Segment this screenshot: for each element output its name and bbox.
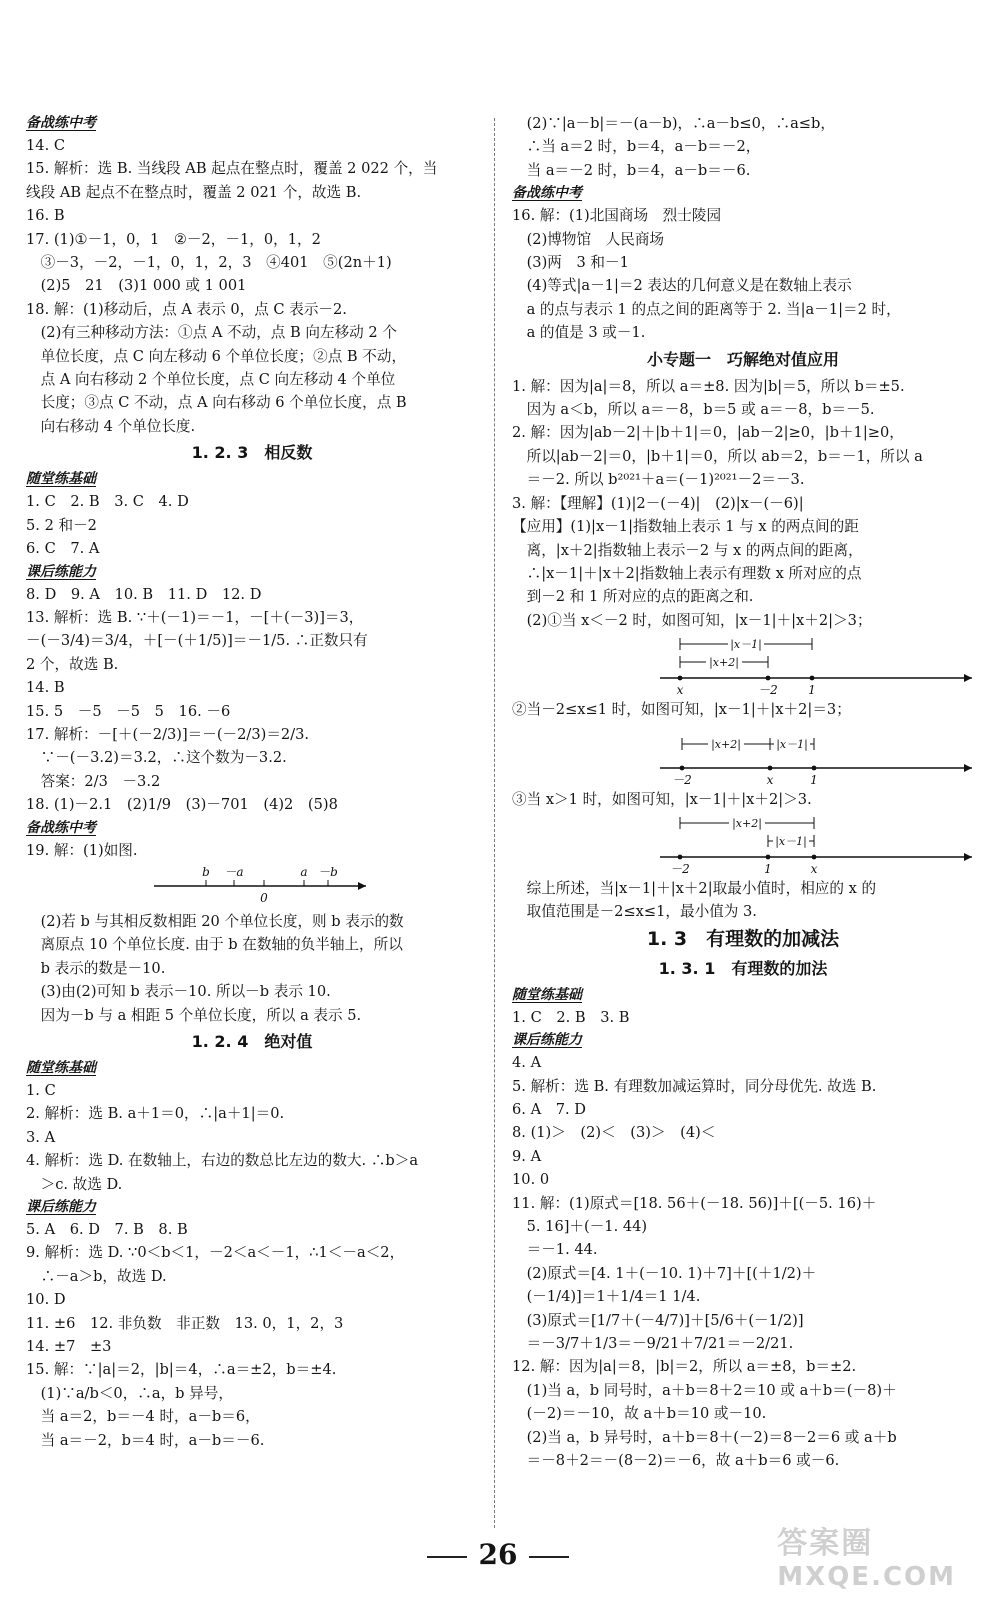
answer-line: 因为 a＜b，所以 a＝－8，b＝5 或 a＝－8，b＝－5. bbox=[512, 401, 875, 419]
answer-line: 11. ±6 12. 非负数 非正数 13. 0，1，2，3 bbox=[26, 1314, 344, 1332]
answer-line: 长度；③点 C 不动，点 A 向右移动 6 个单位长度，点 B bbox=[26, 394, 407, 412]
answer-line: ＝－3/7＋1/3＝－9/21＋7/21＝－2/21. bbox=[512, 1335, 794, 1353]
answer-line: 16. B bbox=[26, 207, 65, 225]
answer-line: 综上所述，当|x－1|＋|x＋2|取最小值时，相应的 x 的 bbox=[512, 879, 877, 897]
answer-line: 15. 5 －5 －5 5 16. －6 bbox=[26, 702, 231, 720]
watermark: 答案圈 MXQE.COM bbox=[777, 1526, 956, 1592]
section-heading: 1. 3. 1 有理数的加法 bbox=[658, 958, 828, 978]
answer-line: 13. 解析：选 B. ∵＋(－1)＝－1，－[＋(－3)]＝3， bbox=[26, 608, 364, 626]
axis-tick-label: x bbox=[766, 772, 774, 786]
distance-label: |x－1| bbox=[775, 834, 807, 848]
answer-line: 18. 解：(1)移动后，点 A 表示 0，点 C 表示－2. bbox=[26, 300, 347, 318]
answer-line: a 的值是 3 或－1. bbox=[512, 324, 646, 342]
answer-line: 4. 解析：选 D. 在数轴上，右边的数总比左边的数大. ∴b＞a bbox=[26, 1152, 419, 1170]
answer-line: 8. D 9. A 10. B 11. D 12. D bbox=[26, 585, 262, 603]
page-number: 26 bbox=[0, 1538, 996, 1571]
answer-line: 5. 解析：选 B. 有理数加减运算时，同分母优先. 故选 B. bbox=[512, 1077, 877, 1095]
axis-point bbox=[810, 676, 815, 681]
section-label: 随堂练基础 bbox=[26, 471, 96, 488]
axis-point bbox=[766, 676, 771, 681]
column-divider bbox=[494, 118, 495, 1528]
answer-line: 14. C bbox=[26, 137, 66, 154]
answer-line: ③－3，－2，－1，0，1，2，3 ④401 ⑤(2n＋1) bbox=[26, 254, 392, 272]
answer-line: 12. 解：因为|a|＝8，|b|＝2，所以 a＝±8，b＝±2. bbox=[512, 1358, 857, 1376]
answer-line: ＝－8＋2＝－(8－2)＝－6，故 a＋b＝6 或－6. bbox=[512, 1452, 840, 1470]
answer-line: 1. C 2. B 3. C 4. D bbox=[26, 493, 189, 511]
answer-line: b 表示的数是－10. bbox=[26, 959, 166, 977]
section-heading: 1. 2. 3 相反数 bbox=[191, 443, 313, 463]
section-label: 课后练能力 bbox=[512, 1032, 582, 1049]
answer-line: (3)原式＝[1/7＋(－4/7)]＋[5/6＋(－1/2)] bbox=[512, 1311, 804, 1329]
axis-tick-label: 1 bbox=[808, 683, 816, 697]
answer-line: (－1/4)]＝1＋1/4＝1 1/4. bbox=[512, 1288, 701, 1306]
answer-line: (2)5 21 (3)1 000 或 1 001 bbox=[26, 277, 247, 295]
answer-line: 15. 解析：选 B. 当线段 AB 起点在整点时，覆盖 2 022 个，当 bbox=[26, 160, 438, 178]
answer-line: 4. A bbox=[512, 1054, 542, 1072]
answer-line: 16. 解：(1)北国商场 烈士陵园 bbox=[512, 207, 722, 225]
axis-tick-label: 0 bbox=[260, 890, 268, 905]
answer-line: (2)∵|a－b|＝－(a－b)，∴a－b≤0，∴a≤b， bbox=[512, 115, 835, 132]
answer-line: 6. A 7. D bbox=[512, 1100, 586, 1118]
axis-arrow bbox=[964, 764, 972, 772]
distance-label: |x－1| bbox=[730, 638, 762, 652]
answer-line: 所以|ab－2|＝0，|b＋1|＝0，所以 ab＝2，b＝－1，所以 a bbox=[512, 447, 923, 465]
axis-tick-label: －b bbox=[318, 864, 338, 879]
distance-label: |x+2| bbox=[711, 737, 741, 751]
section-label: 备战练中考 bbox=[26, 819, 96, 836]
axis-tick-label: －a bbox=[224, 864, 244, 879]
answer-line: ③当 x＞1 时，如图可知，|x－1|＋|x＋2|＞3. bbox=[512, 790, 812, 808]
number-line-axis1 bbox=[26, 864, 486, 908]
answer-line: 11. 解：(1)原式＝[18. 56＋(－18. 56)]＋[(－5. 16)＋ bbox=[512, 1194, 877, 1212]
axis-point bbox=[812, 855, 817, 860]
answer-line: 17. (1)①－1，0，1 ②－2，－1，0，1，2 bbox=[26, 230, 321, 248]
axis-tick-label: －2 bbox=[670, 861, 690, 875]
axis-tick-label: b bbox=[202, 864, 210, 879]
answer-line: 1. 解：因为|a|＝8，所以 a＝±8. 因为|b|＝5，所以 b＝±5. bbox=[512, 377, 905, 395]
answer-line: 离原点 10 个单位长度. 由于 b 在数轴的负半轴上，所以 bbox=[26, 936, 403, 954]
answer-line: ＝－1. 44. bbox=[512, 1241, 598, 1259]
answer-line: (3)由(2)可知 b 表示－10. 所以－b 表示 10. bbox=[26, 983, 331, 1001]
answer-line: (1)当 a，b 同号时，a＋b＝8＋2＝10 或 a＋b＝(－8)＋ bbox=[512, 1381, 897, 1399]
answer-line: ∴－a＞b，故选 D. bbox=[26, 1267, 167, 1285]
answer-line: 10. D bbox=[26, 1291, 66, 1309]
answer-line: 答案：2/3 －3.2 bbox=[26, 772, 161, 790]
answer-line: 18. (1)－2.1 (2)1/9 (3)－701 (4)2 (5)8 bbox=[26, 796, 338, 814]
axis-arrow bbox=[964, 853, 972, 861]
answer-line: 2. 解析：选 B. a＋1＝0，∴|a＋1|＝0. bbox=[26, 1105, 285, 1123]
answer-line: ②当－2≤x≤1 时，如图可知，|x－1|＋|x＋2|＝3； bbox=[512, 701, 851, 719]
answer-line: 单位长度，点 C 向左移动 6 个单位长度；②点 B 不动， bbox=[26, 347, 407, 365]
answer-line: (－2)＝－10，故 a＋b＝10 或－10. bbox=[512, 1405, 767, 1423]
axis-point bbox=[768, 765, 773, 770]
section-heading: 1. 3 有理数的加减法 bbox=[646, 927, 840, 950]
axis-tick-label: 1 bbox=[764, 861, 772, 875]
answer-line: 当 a＝－2 时，b＝4，a－b＝－6. bbox=[512, 161, 751, 179]
left-column bbox=[26, 112, 478, 1452]
section-label: 随堂练基础 bbox=[26, 1060, 96, 1076]
answer-line: a 的点与表示 1 的点之间的距离等于 2. 当|a－1|＝2 时， bbox=[512, 300, 901, 318]
answer-line: 因为－b 与 a 相距 5 个单位长度，所以 a 表示 5. bbox=[26, 1006, 362, 1024]
number-line-axis3 bbox=[512, 724, 972, 786]
section-label: 课后练能力 bbox=[26, 563, 96, 580]
answer-line: 向右移动 4 个单位长度. bbox=[26, 417, 196, 435]
answer-line: ∵－(－3.2)＝3.2，∴这个数为－3.2. bbox=[26, 749, 287, 767]
answer-line: (1)∵a/b＜0，∴a，b 异号， bbox=[26, 1384, 233, 1402]
answer-line: (4)等式|a－1|＝2 表达的几何意义是在数轴上表示 bbox=[512, 277, 852, 295]
axis-tick-label: －2 bbox=[758, 683, 778, 697]
distance-label: |x－1| bbox=[776, 737, 808, 751]
answer-line: 17. 解析：－[＋(－2/3)]＝－(－2/3)＝2/3. bbox=[26, 725, 310, 743]
answer-line: 10. 0 bbox=[512, 1171, 550, 1189]
axis-point bbox=[680, 765, 685, 770]
answer-line: 【应用】(1)|x－1|指数轴上表示 1 与 x 的两点间的距 bbox=[512, 518, 859, 536]
axis-point bbox=[812, 765, 817, 770]
answer-line: 14. B bbox=[26, 679, 65, 697]
answer-line: 19. 解：(1)如图. bbox=[26, 841, 138, 859]
section-label: 课后练能力 bbox=[26, 1199, 96, 1216]
answer-line: 3. 解：【理解】(1)|2－(－4)| (2)|x－(－6)| bbox=[512, 494, 804, 512]
answer-line: 8. (1)＞ (2)＜ (3)＞ (4)＜ bbox=[512, 1124, 716, 1142]
distance-label: |x+2| bbox=[732, 816, 762, 830]
section-label: 备战练中考 bbox=[26, 115, 96, 131]
axis-arrow bbox=[358, 882, 366, 890]
answer-line: 当 a＝－2，b＝4 时，a－b＝－6. bbox=[26, 1431, 265, 1449]
axis-tick-label: x bbox=[676, 683, 684, 697]
answer-line: 线段 AB 起点不在整点时，覆盖 2 021 个，故选 B. bbox=[26, 183, 362, 201]
answer-line: (2)原式＝[4. 1＋(－10. 1)＋7]＋[(＋1/2)＋ bbox=[512, 1264, 817, 1282]
answer-line: (3)两 3 和－1 bbox=[512, 254, 629, 272]
answer-line: ＝－2. 所以 b²⁰²¹＋a＝(－1)²⁰²¹－2＝－3. bbox=[512, 471, 805, 489]
axis-tick-label: a bbox=[300, 864, 308, 879]
answer-line: 14. ±7 ±3 bbox=[26, 1338, 112, 1356]
axis-point bbox=[766, 855, 771, 860]
answer-line: 15. 解：∵|a|＝2，|b|＝4，∴a＝±2，b＝±4. bbox=[26, 1361, 337, 1379]
answer-line: 5. 16]＋(－1. 44) bbox=[512, 1218, 648, 1235]
axis-tick-label: －2 bbox=[672, 772, 692, 786]
axis-tick-label: 1 bbox=[810, 772, 818, 786]
answer-line: 离，|x＋2|指数轴上表示－2 与 x 的两点间的距离， bbox=[512, 541, 863, 559]
answer-line: －(－3/4)＝3/4，＋[－(＋1/5)]＝－1/5. ∴正数只有 bbox=[26, 632, 368, 650]
answer-line: (2)①当 x＜－2 时，如图可知，|x－1|＋|x＋2|＞3； bbox=[512, 611, 872, 629]
answer-line: 9. A bbox=[512, 1147, 542, 1165]
answer-line: 3. A bbox=[26, 1128, 56, 1146]
answer-line: 到－2 和 1 所对应的点的距离之和. bbox=[512, 588, 754, 606]
answer-line: 5. 2 和－2 bbox=[26, 516, 97, 534]
answer-line: 2. 解：因为|ab－2|＋|b＋1|＝0，|ab－2|≥0，|b＋1|≥0， bbox=[512, 424, 904, 442]
number-line-axis2 bbox=[512, 634, 972, 696]
section-label: 随堂练基础 bbox=[512, 986, 582, 1003]
answer-line: (2)有三种移动方法：①点 A 不动，点 B 向左移动 2 个 bbox=[26, 324, 397, 342]
right-column bbox=[512, 112, 974, 1472]
answer-line: (2)若 b 与其相反数相距 20 个单位长度，则 b 表示的数 bbox=[26, 912, 404, 930]
answer-line: 2 个，故选 B. bbox=[26, 655, 119, 673]
section-heading: 1. 2. 4 绝对值 bbox=[191, 1032, 313, 1051]
answer-line: ∴当 a＝2 时，b＝4，a－b＝－2， bbox=[512, 138, 761, 156]
distance-label: |x+2| bbox=[709, 656, 739, 670]
answer-line: 当 a＝2，b＝－4 时，a－b＝6， bbox=[26, 1408, 260, 1426]
axis-arrow bbox=[964, 674, 972, 682]
answer-line: 9. 解析：选 D. ∵0＜b＜1，－2＜a＜－1，∴1＜－a＜2， bbox=[26, 1244, 405, 1262]
axis-point bbox=[678, 855, 683, 860]
answer-line: 1. C bbox=[26, 1082, 56, 1099]
answer-line: 点 A 向右移动 2 个单位长度，点 C 向左移动 4 个单位 bbox=[26, 371, 396, 389]
answer-line: (2)博物馆 人民商场 bbox=[512, 230, 665, 248]
answer-line: ∴|x－1|＋|x＋2|指数轴上表示有理数 x 所对应的点 bbox=[512, 564, 862, 582]
answer-line: ＞c. 故选 D. bbox=[26, 1175, 123, 1193]
answer-line: 取值范围是－2≤x≤1，最小值为 3. bbox=[512, 903, 757, 921]
axis-point bbox=[678, 676, 683, 681]
answer-line: (2)当 a，b 异号时，a＋b＝8＋(－2)＝8－2＝6 或 a＋b bbox=[512, 1428, 897, 1446]
answer-line: 1. C 2. B 3. B bbox=[512, 1008, 630, 1026]
answer-line: 6. C 7. A bbox=[26, 540, 100, 558]
axis-tick-label: x bbox=[810, 861, 818, 875]
number-line-axis4 bbox=[512, 813, 972, 875]
answer-line: 5. A 6. D 7. B 8. B bbox=[26, 1221, 188, 1239]
section-heading: 小专题一 巧解绝对值应用 bbox=[646, 349, 839, 369]
section-label: 备战练中考 bbox=[512, 185, 582, 202]
